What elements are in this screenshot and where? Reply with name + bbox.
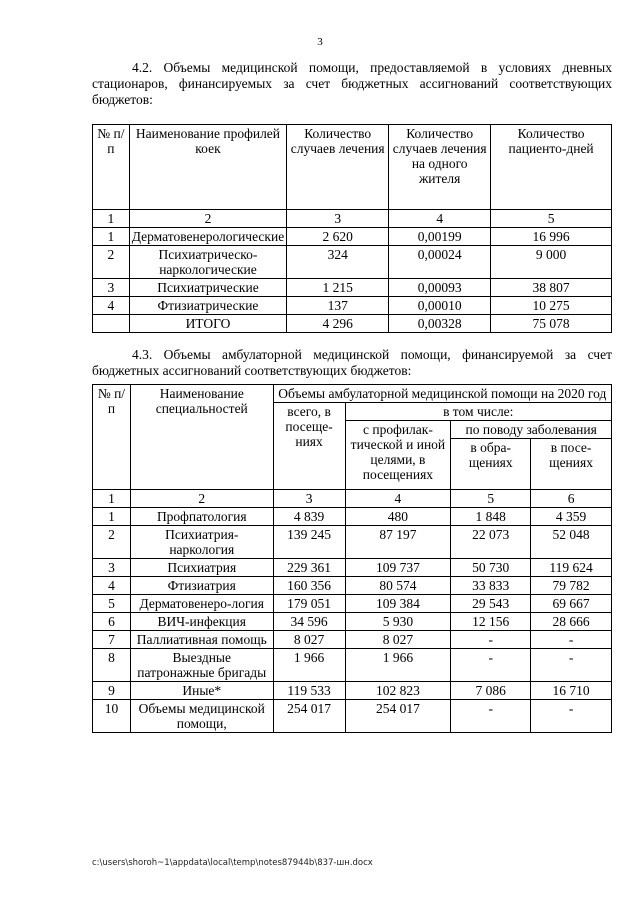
cell: 87 197 xyxy=(345,526,451,559)
cell: 139 245 xyxy=(273,526,345,559)
header-cell: № п/п xyxy=(93,385,131,490)
cell: 179 051 xyxy=(273,595,345,613)
day-hospital-table xyxy=(92,124,612,333)
table-row xyxy=(93,228,612,246)
cell: 69 667 xyxy=(531,595,612,613)
cell: 324 xyxy=(287,246,389,279)
cell: 2 xyxy=(93,246,130,279)
cell: 52 048 xyxy=(531,526,612,559)
cell: Психиатрия xyxy=(130,559,273,577)
heading-text: 4.2. Объемы медицинской помощи, предоставляемой в условиях дневных стационаров, финансируемых за счет бюджетных ассигнований соответствующих бюджетов: xyxy=(92,60,612,107)
cell: Дерматовенерологические xyxy=(129,228,286,246)
table-total-row xyxy=(93,315,612,333)
cell: 33 833 xyxy=(451,577,531,595)
cell: Выездные патронажные бригады xyxy=(130,649,273,682)
cell: 10 xyxy=(93,700,131,733)
table-row xyxy=(93,559,612,577)
cell: 50 730 xyxy=(451,559,531,577)
cell: 80 574 xyxy=(345,577,451,595)
index-cell: 4 xyxy=(345,490,451,508)
header-cell: Наименование специальностей xyxy=(130,385,273,490)
table-row xyxy=(93,526,612,559)
cell: 4 296 xyxy=(287,315,389,333)
table-row xyxy=(93,649,612,682)
header-cell: по поводу заболевания xyxy=(451,421,612,439)
cell: - xyxy=(531,700,612,733)
cell: Иные* xyxy=(130,682,273,700)
table-row xyxy=(93,682,612,700)
cell: 3 xyxy=(93,559,131,577)
cell: 0,00024 xyxy=(389,246,491,279)
cell: 254 017 xyxy=(273,700,345,733)
cell: ВИЧ-инфекция xyxy=(130,613,273,631)
cell: ИТОГО xyxy=(129,315,286,333)
cell: 8 027 xyxy=(273,631,345,649)
cell: 1 848 xyxy=(451,508,531,526)
cell: 5 xyxy=(93,595,131,613)
index-cell: 2 xyxy=(129,210,286,228)
table-row xyxy=(93,279,612,297)
cell: 137 xyxy=(287,297,389,315)
header-cell: с профилак-тической и иной целями, в посещениях xyxy=(345,421,451,490)
cell: 0,00199 xyxy=(389,228,491,246)
outpatient-table xyxy=(92,384,612,733)
index-cell: 5 xyxy=(451,490,531,508)
cell: 480 xyxy=(345,508,451,526)
cell: 109 737 xyxy=(345,559,451,577)
cell: 1 215 xyxy=(287,279,389,297)
section-heading-4-3 xyxy=(92,347,612,379)
cell: 5 930 xyxy=(345,613,451,631)
table-row xyxy=(93,297,612,315)
header-group-cell: Объемы амбулаторной медицинской помощи на 2020 год xyxy=(273,385,611,403)
cell: Паллиативная помощь xyxy=(130,631,273,649)
cell: 8 027 xyxy=(345,631,451,649)
header-cell: № п/п xyxy=(93,125,130,210)
cell: 7 xyxy=(93,631,131,649)
index-cell: 1 xyxy=(93,210,130,228)
cell: 0,00328 xyxy=(389,315,491,333)
table-row xyxy=(93,700,612,733)
cell: 1 966 xyxy=(273,649,345,682)
cell: 4 839 xyxy=(273,508,345,526)
cell: - xyxy=(451,631,531,649)
heading-text: 4.3. Объемы амбулаторной медицинской помощи, финансируемой за счет бюджетных ассигнований соответствующих бюджетов: xyxy=(92,347,612,378)
header-cell: в обра-щениях xyxy=(451,439,531,490)
cell: 3 xyxy=(93,279,130,297)
cell: 0,00093 xyxy=(389,279,491,297)
index-cell: 3 xyxy=(287,210,389,228)
table-row xyxy=(93,577,612,595)
cell: Фтизиатрия xyxy=(130,577,273,595)
header-cell: Количество случаев лечения xyxy=(287,125,389,210)
cell: 9 xyxy=(93,682,131,700)
cell: 160 356 xyxy=(273,577,345,595)
cell: 4 xyxy=(93,297,130,315)
cell: 1 966 xyxy=(345,649,451,682)
page-number: 3 xyxy=(317,36,323,48)
cell: 6 xyxy=(93,613,131,631)
cell: 34 596 xyxy=(273,613,345,631)
cell: Дерматовенеро-логия xyxy=(130,595,273,613)
table-row xyxy=(93,613,612,631)
cell: 8 xyxy=(93,649,131,682)
table-header-row xyxy=(93,125,612,210)
index-cell: 5 xyxy=(491,210,612,228)
table-header-row xyxy=(93,385,612,403)
cell: - xyxy=(451,649,531,682)
index-cell: 2 xyxy=(130,490,273,508)
index-cell: 1 xyxy=(93,490,131,508)
cell: 109 384 xyxy=(345,595,451,613)
header-cell: всего, в посеще-ниях xyxy=(273,403,345,490)
section-heading-4-2 xyxy=(92,60,612,108)
cell xyxy=(93,315,130,333)
table-row xyxy=(93,595,612,613)
index-cell: 3 xyxy=(273,490,345,508)
cell: 28 666 xyxy=(531,613,612,631)
cell: 10 275 xyxy=(491,297,612,315)
header-cell: Наименование профилей коек xyxy=(129,125,286,210)
cell: Профпатология xyxy=(130,508,273,526)
file-path-footer: c:\users\shoroh~1\appdata\local\temp\notes87944b\837-шн.docx xyxy=(92,858,373,868)
cell: 119 533 xyxy=(273,682,345,700)
cell: 1 xyxy=(93,228,130,246)
header-cell: в том числе: xyxy=(345,403,612,421)
table-row xyxy=(93,631,612,649)
cell: Психиатрическо-наркологические xyxy=(129,246,286,279)
cell: Психиатрические xyxy=(129,279,286,297)
table-index-row xyxy=(93,210,612,228)
table-row xyxy=(93,246,612,279)
cell: 102 823 xyxy=(345,682,451,700)
cell: 2 620 xyxy=(287,228,389,246)
cell: 9 000 xyxy=(491,246,612,279)
cell: Объемы медицинской помощи, xyxy=(130,700,273,733)
cell: 119 624 xyxy=(531,559,612,577)
cell: 7 086 xyxy=(451,682,531,700)
cell: 75 078 xyxy=(491,315,612,333)
cell: - xyxy=(451,700,531,733)
cell: 16 710 xyxy=(531,682,612,700)
cell: Психиатрия-наркология xyxy=(130,526,273,559)
cell: 29 543 xyxy=(451,595,531,613)
cell: 22 073 xyxy=(451,526,531,559)
cell: 12 156 xyxy=(451,613,531,631)
cell: - xyxy=(531,631,612,649)
cell: 229 361 xyxy=(273,559,345,577)
cell: 38 807 xyxy=(491,279,612,297)
index-cell: 4 xyxy=(389,210,491,228)
index-cell: 6 xyxy=(531,490,612,508)
cell: 79 782 xyxy=(531,577,612,595)
cell: Фтизиатрические xyxy=(129,297,286,315)
header-cell: Количество случаев лечения на одного жителя xyxy=(389,125,491,210)
cell: 4 xyxy=(93,577,131,595)
cell: 16 996 xyxy=(491,228,612,246)
cell: 0,00010 xyxy=(389,297,491,315)
cell: 254 017 xyxy=(345,700,451,733)
header-cell: в посе-щениях xyxy=(531,439,612,490)
table-row xyxy=(93,508,612,526)
cell: 2 xyxy=(93,526,131,559)
cell: - xyxy=(531,649,612,682)
table-index-row xyxy=(93,490,612,508)
header-cell: Количество пациенто-дней xyxy=(491,125,612,210)
cell: 1 xyxy=(93,508,131,526)
cell: 4 359 xyxy=(531,508,612,526)
